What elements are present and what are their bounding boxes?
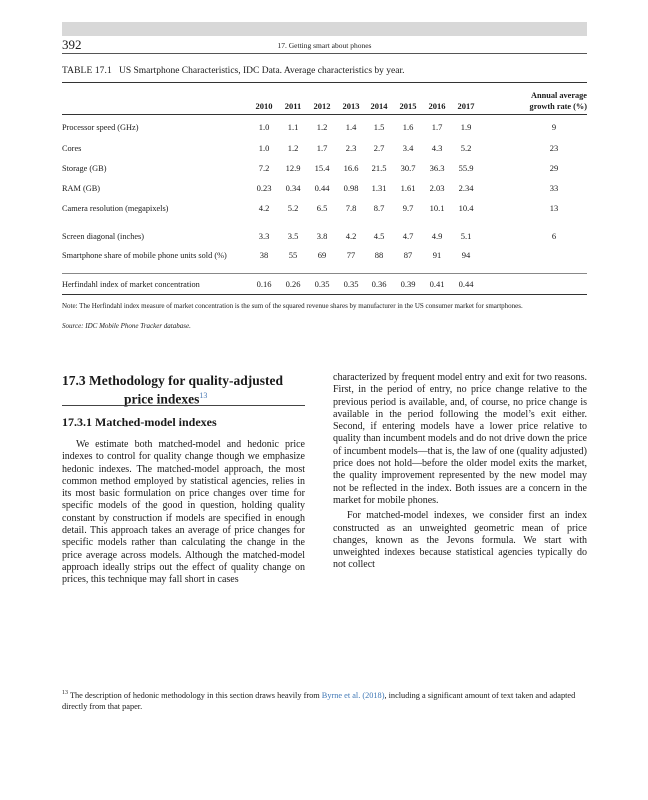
year-header: 2012 xyxy=(313,101,331,111)
table-cell: 4.2 xyxy=(258,203,270,213)
growth-cell: 33 xyxy=(549,183,559,193)
table-cell: 2.3 xyxy=(345,143,357,153)
table-cell: 12.9 xyxy=(285,163,301,173)
table-cell: 0.34 xyxy=(285,183,301,193)
footnote xyxy=(62,688,587,712)
table-cell: 10.1 xyxy=(429,203,445,213)
table-cell: 1.5 xyxy=(373,122,385,132)
growth-cell: 6 xyxy=(551,231,557,241)
table-cell: 88 xyxy=(374,250,384,260)
paragraph: characterized by frequent model entry and exit for two reasons. First, in the period of entry, no price change relative to the previous period is available, and, of course, no price change is available in the period following the model’s exit either. Second, if entering models have a lower price relative to quality than incumbent models and do not drive down the price of incumbent models—that is, the law of one (quality adjusted) price does not hold—before the older model exits the market, the quality improvement represented by the new model may not be reflected in the index. Both issues are a concern in the market for mobile phones. xyxy=(333,372,587,506)
table-label: TABLE 17.1 xyxy=(62,66,112,76)
table-cell: 1.1 xyxy=(287,122,299,132)
table-cell: 1.7 xyxy=(431,122,443,132)
year-header: 2014 xyxy=(370,101,388,111)
table-cell: 38 xyxy=(259,250,269,260)
footnote-text-after: , including a significant amount of text taken and adapted directly from that paper. xyxy=(62,690,576,711)
footnote-number: 13 xyxy=(62,690,68,696)
table-cell: 1.7 xyxy=(316,143,328,153)
year-header: 2017 xyxy=(457,101,475,111)
running-head: 17. Getting smart about phones xyxy=(277,41,372,50)
growth-cell: 13 xyxy=(549,203,559,213)
header-bar xyxy=(62,22,587,36)
table-row-rule xyxy=(62,273,587,274)
year-header: 2011 xyxy=(284,101,302,111)
row-label: Processor speed (GHz) xyxy=(62,123,139,132)
subsection-heading: 17.3.1 Matched-model indexes xyxy=(62,415,217,429)
table-cell: 91 xyxy=(432,250,442,260)
table-cell: 0.98 xyxy=(343,183,359,193)
table-cell: 87 xyxy=(403,250,413,260)
table-cell: 2.03 xyxy=(429,183,445,193)
table-cell: 0.26 xyxy=(285,279,301,289)
year-header: 2016 xyxy=(428,101,446,111)
table-cell: 77 xyxy=(346,250,356,260)
row-label: Camera resolution (megapixels) xyxy=(62,204,169,213)
table-cell: 0.35 xyxy=(343,279,359,289)
table-cell: 55.9 xyxy=(458,163,474,173)
table-caption-text: US Smartphone Characteristics, IDC Data. Average characteristics by year. xyxy=(118,66,405,76)
table-cell: 1.9 xyxy=(460,122,472,132)
text-column-left xyxy=(62,439,305,587)
table-cell: 16.6 xyxy=(343,163,359,173)
row-label: Screen diagonal (inches) xyxy=(62,232,145,241)
table-cell: 69 xyxy=(317,250,327,260)
row-label: Smartphone share of mobile phone units sold (%) xyxy=(62,251,227,260)
table-cell: 36.3 xyxy=(429,163,445,173)
table-cell: 4.9 xyxy=(431,231,443,241)
year-header: 2015 xyxy=(399,101,417,111)
growth-header: growth rate (%) xyxy=(529,102,587,111)
table-cell: 15.4 xyxy=(314,163,330,173)
table-cell: 0.41 xyxy=(429,279,445,289)
table-cell: 9.7 xyxy=(402,203,414,213)
table-cell: 7.8 xyxy=(345,203,357,213)
table-top-rule xyxy=(62,82,587,83)
table-cell: 10.4 xyxy=(458,203,474,213)
footnote-text-before: The description of hedonic methodology in this section draws heavily from xyxy=(69,690,320,700)
table-cell: 0.39 xyxy=(400,279,416,289)
row-label: Storage (GB) xyxy=(62,164,107,173)
table-cell: 4.3 xyxy=(431,143,443,153)
table-caption xyxy=(62,66,405,76)
footnote-ref[interactable]: 13 xyxy=(199,391,208,400)
page-number: 392 xyxy=(62,37,82,52)
table-cell: 1.2 xyxy=(316,122,328,132)
table-cell: 1.31 xyxy=(371,183,387,193)
table-cell: 0.35 xyxy=(314,279,330,289)
table-note: Note: The Herfindahl index measure of market concentration is the sum of the squared revenue shares by manufacturer in the US consumer market for smartphones. xyxy=(62,302,523,310)
table-cell: 3.8 xyxy=(316,231,328,241)
row-label: RAM (GB) xyxy=(62,184,101,193)
table-cell: 4.2 xyxy=(345,231,357,241)
section-heading-line1: 17.3 Methodology for quality-adjusted xyxy=(62,373,284,388)
table-cell: 0.44 xyxy=(314,183,330,193)
table-cell: 0.36 xyxy=(371,279,387,289)
table-cell: 1.61 xyxy=(400,183,416,193)
table-cell: 94 xyxy=(461,250,471,260)
table-cell: 1.0 xyxy=(258,122,270,132)
table-cell: 8.7 xyxy=(373,203,385,213)
footnote-citation-link[interactable]: Byrne et al. (2018) xyxy=(321,690,385,700)
row-label: Cores xyxy=(62,144,82,153)
growth-cell: 29 xyxy=(549,163,559,173)
year-header: 2013 xyxy=(342,101,360,111)
table-cell: 0.44 xyxy=(458,279,474,289)
row-label: Herfindahl index of market concentration xyxy=(62,280,200,289)
table-cell: 3.4 xyxy=(402,143,414,153)
paragraph: We estimate both matched-model and hedonic price indexes to control for quality change though we emphasize hedonic indexes. The matched-model approach, the most common method employed by statistical agencies, relies in its most basic formulation on price changes over time for specific models of the good in question, holding quality constant by construction if models are specified in enough detail. This approach takes an average of price changes for specific models rather than calculating the change in the price average across models. Although the matched-model approach ideally strips out the effect of quality change on prices, this technique may fall short in cases xyxy=(62,439,305,586)
table-cell: 1.6 xyxy=(402,122,414,132)
table-cell: 21.5 xyxy=(371,163,387,173)
section-heading-rule xyxy=(62,405,305,406)
source-text: IDC Mobile Phone Tracker database. xyxy=(85,322,191,330)
table-cell: 5.2 xyxy=(460,143,472,153)
growth-cell: 9 xyxy=(551,122,557,132)
table-cell: 0.16 xyxy=(256,279,272,289)
table-cell: 4.5 xyxy=(373,231,385,241)
section-heading xyxy=(62,373,302,407)
table-cell: 5.1 xyxy=(460,231,472,241)
table-cell: 3.3 xyxy=(258,231,270,241)
paragraph: For matched-model indexes, we consider first an index constructed as an unweighted geometric mean of price changes, known as the Jevons formula. We start with unweighted indexes because statistical agencies typically do not collect xyxy=(333,510,587,571)
table-bottom-rule xyxy=(62,294,587,295)
table-cell: 6.5 xyxy=(316,203,328,213)
table-cell: 1.2 xyxy=(287,143,299,153)
table-cell: 7.2 xyxy=(258,163,270,173)
table-header-rule xyxy=(62,114,587,115)
table-cell: 1.4 xyxy=(345,122,357,132)
table-cell: 2.34 xyxy=(458,183,474,193)
table-cell: 4.7 xyxy=(402,231,414,241)
table-cell: 1.0 xyxy=(258,143,270,153)
text-column-right xyxy=(333,372,587,572)
table-cell: 0.23 xyxy=(256,183,272,193)
growth-header: Annual average xyxy=(530,91,587,100)
year-header: 2010 xyxy=(255,101,273,111)
table-source xyxy=(62,322,582,332)
table-cell: 30.7 xyxy=(400,163,416,173)
growth-cell: 23 xyxy=(549,143,559,153)
header-rule xyxy=(62,53,587,54)
source-label: Source: xyxy=(62,322,84,330)
table-cell: 5.2 xyxy=(287,203,299,213)
table-cell: 2.7 xyxy=(373,143,385,153)
section-heading-line2: price indexes xyxy=(124,391,200,407)
table-cell: 3.5 xyxy=(287,231,299,241)
table-cell: 55 xyxy=(288,250,298,260)
